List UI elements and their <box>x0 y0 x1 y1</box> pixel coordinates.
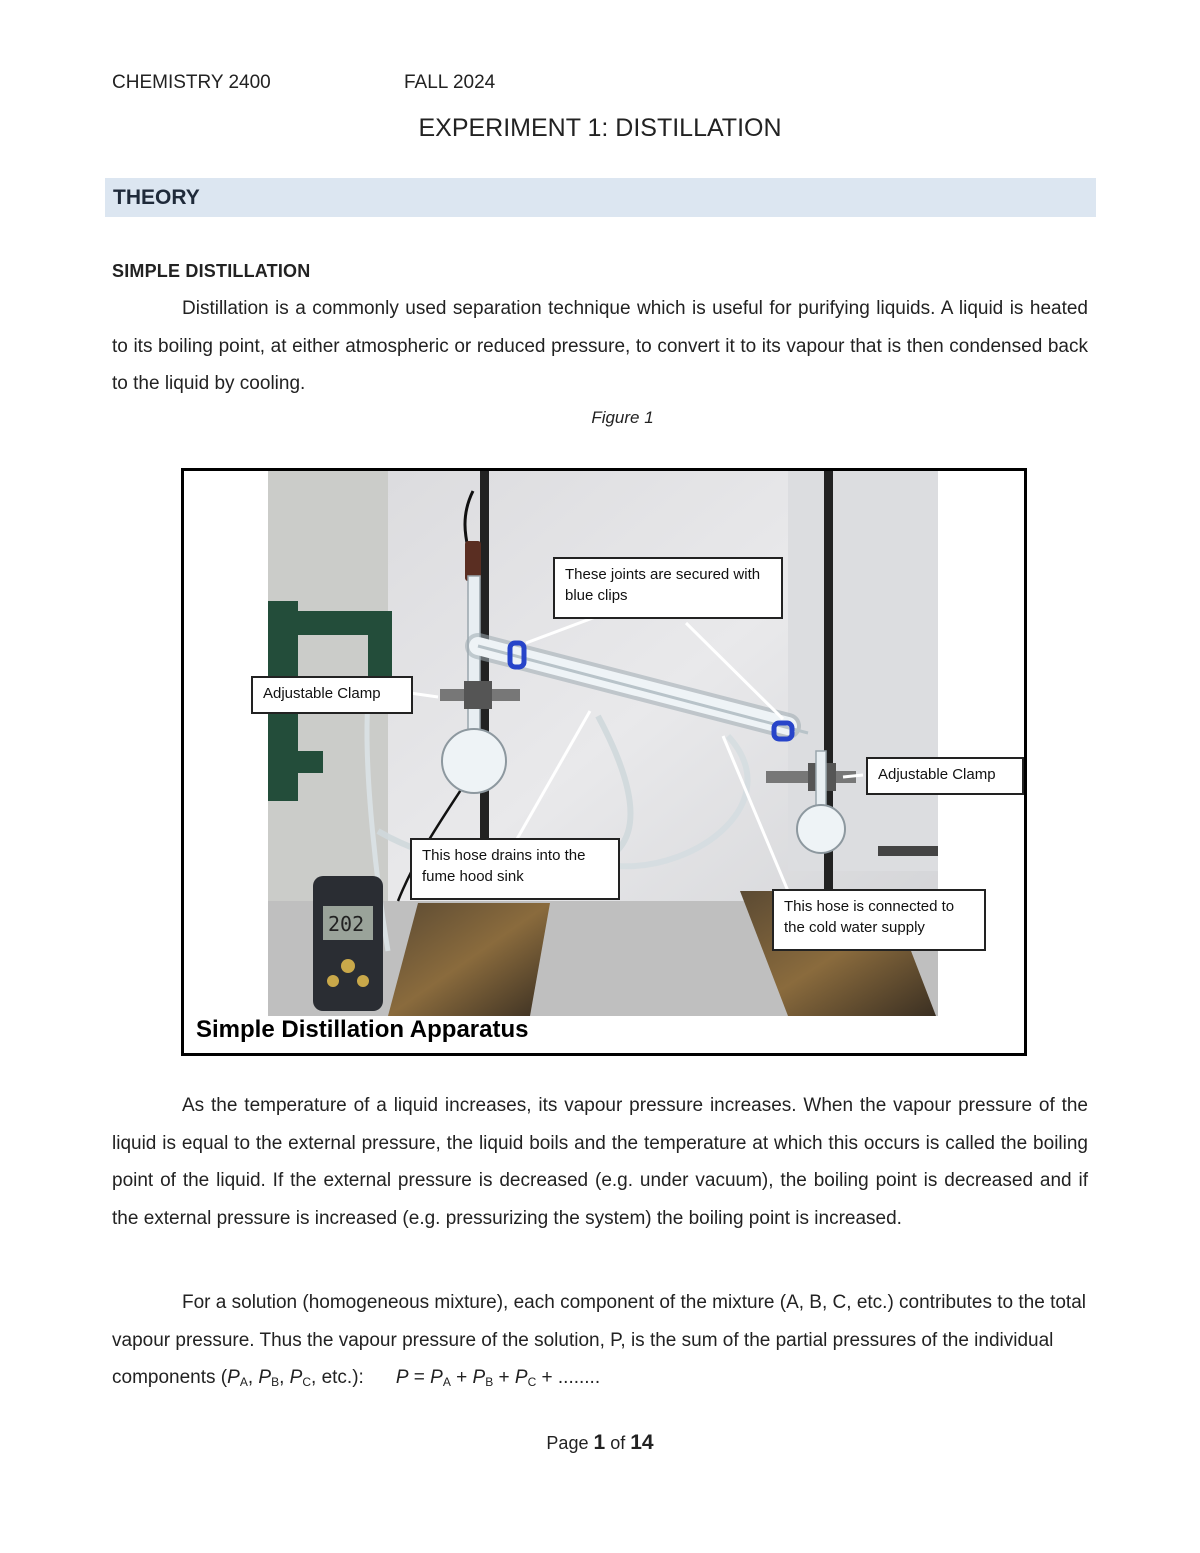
paragraph-boiling-point: As the temperature of a liquid increases, its vapour pressure increases. When the vapour pressure of the liquid is equal to the external pressure, the liquid boils and the temperature at which this occurs is called the boiling point of the liquid. If the external pressure is decreased (e.g. under vacuum), the boiling point is decreased and if the external pressure is increased (e.g. pressurizing the system) the boiling point is increased. <box>112 1095 1088 1229</box>
symbol-p: P <box>258 1367 272 1388</box>
figure-frame <box>181 468 1027 1056</box>
paragraph-intro: Distillation is a commonly used separation technique which is useful for purifying liquids. A liquid is heated to its boiling point, at either atmospheric or reduced pressure, to convert it to its vapour that is then condensed back to the liquid by cooling. <box>112 298 1088 394</box>
callout-blue-clips: These joints are secured with blue clips <box>553 557 783 619</box>
equation-tail: + ........ <box>536 1367 601 1388</box>
symbol-p: P <box>472 1367 486 1388</box>
symbol-p: P <box>514 1367 528 1388</box>
symbol-p: P <box>227 1367 240 1388</box>
separator: , <box>247 1367 259 1388</box>
paragraph-vapour-pressure-text: For a solution (homogeneous mixture), each component of the mixture (A, B, C, etc.) contributes to the total vapour pressure. Thus the vapour pressure of the solution, P, is the sum of the partial pressures of the individual components ( <box>112 1292 1086 1388</box>
subscript-c: C <box>302 1375 312 1389</box>
callout-clamp-right: Adjustable Clamp <box>866 757 1024 795</box>
subscript-c: C <box>527 1375 537 1389</box>
subsection-heading: SIMPLE DISTILLATION <box>112 261 311 281</box>
separator: , <box>279 1367 290 1388</box>
thermometer-display: 202 <box>328 912 365 936</box>
subscript-b: B <box>271 1375 280 1389</box>
footer-page-label: Page <box>546 1433 589 1453</box>
subscript-a: A <box>239 1375 248 1389</box>
footer-of-label: of <box>610 1433 626 1453</box>
figure-caption: Figure 1 <box>591 408 654 427</box>
etc-text: , etc.): <box>311 1367 364 1388</box>
figure-title: Simple Distillation Apparatus <box>196 1016 529 1043</box>
callout-clamp-left: Adjustable Clamp <box>251 676 413 714</box>
header-course: CHEMISTRY 2400 <box>112 72 271 93</box>
footer-page-number: 1 <box>593 1431 606 1454</box>
paragraph-vapour-pressure <box>112 1284 1088 1402</box>
equation-equals: = <box>408 1367 431 1388</box>
page-footer <box>0 1431 1200 1455</box>
equation <box>396 1367 600 1388</box>
equation-plus: + <box>450 1367 473 1388</box>
section-heading-bar <box>105 178 1096 217</box>
document-title: EXPERIMENT 1: DISTILLATION <box>418 114 782 142</box>
callout-drain-hose: This hose drains into the fume hood sink <box>410 838 620 900</box>
subscript-a: A <box>442 1375 451 1389</box>
footer-total-pages: 14 <box>630 1431 654 1454</box>
boiling-flask <box>442 729 506 793</box>
receiving-flask <box>797 805 845 853</box>
callout-water-hose: This hose is connected to the cold water supply <box>772 889 986 951</box>
symbol-p: P <box>289 1367 303 1388</box>
symbol-p: P <box>430 1367 443 1388</box>
header-term: FALL 2024 <box>404 72 496 93</box>
subscript-b: B <box>485 1375 494 1389</box>
digital-thermometer <box>313 876 383 1011</box>
equation-total-p: P <box>395 1367 409 1388</box>
equation-plus: + <box>493 1367 515 1388</box>
section-heading: THEORY <box>113 186 200 209</box>
